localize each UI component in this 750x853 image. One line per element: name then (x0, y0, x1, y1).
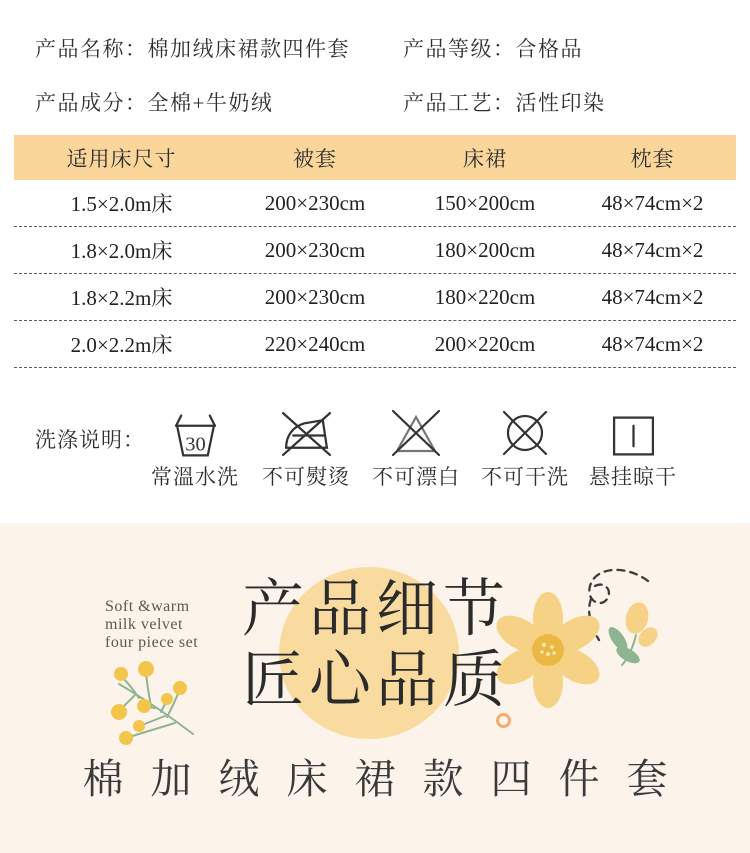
washing-label: 洗涤说明： (35, 428, 145, 452)
table-row (14, 274, 736, 321)
size-table-header (14, 135, 736, 180)
banner-title-line1: 产品细节 (242, 576, 511, 644)
banner-section (0, 523, 750, 853)
wash-item-normal-temp (139, 402, 251, 491)
size-cell: 180×220cm (434, 284, 536, 309)
field-colon: ： (493, 37, 516, 61)
size-cell: 1.8×2.0m床 (70, 239, 173, 263)
size-cell: 200×220cm (434, 331, 536, 356)
banner-footer-title: 棉加绒床裙款四件套 (82, 756, 695, 802)
no-bleach-icon (360, 402, 472, 460)
size-cell: 180×200cm (434, 237, 536, 262)
field-value: 活性印染 (515, 91, 606, 115)
wash-item-no-iron (250, 402, 362, 491)
table-row (14, 227, 736, 274)
product-name-field (35, 33, 350, 63)
table-row (14, 180, 736, 227)
no-iron-icon (250, 402, 362, 460)
hang-dry-icon (577, 402, 689, 460)
wash-30-icon (139, 402, 251, 460)
flower-illustration-icon (495, 555, 705, 755)
field-value: 全棉+牛奶绒 (147, 91, 274, 115)
field-colon: ： (125, 91, 148, 115)
wash-caption: 不可干洗 (481, 465, 569, 489)
wash-item-no-dry-clean (469, 402, 581, 491)
table-row (14, 321, 736, 368)
size-table (14, 135, 736, 368)
product-grade-field (403, 33, 583, 63)
tagline-line: Soft &warm (105, 598, 190, 615)
berry-branch-icon (95, 660, 210, 755)
svg-text:30: 30 (184, 433, 206, 456)
col-header-bed-skirt: 床裙 (463, 146, 507, 171)
field-label: 产品成分 (35, 91, 125, 115)
tagline-line: four piece set (105, 634, 199, 651)
field-value: 棉加绒床裙款四件套 (147, 37, 350, 61)
field-label: 产品工艺 (403, 91, 493, 115)
size-cell: 200×230cm (264, 237, 366, 262)
wash-caption: 常溫水洗 (151, 465, 239, 489)
no-dry-clean-icon (469, 402, 581, 460)
wash-item-hang-dry (577, 402, 689, 491)
size-cell: 1.5×2.0m床 (70, 192, 173, 216)
size-cell: 48×74cm×2 (601, 284, 704, 309)
col-header-duvet-cover: 被套 (293, 146, 337, 171)
size-cell: 1.8×2.2m床 (70, 286, 173, 310)
english-tagline (105, 598, 198, 652)
wash-caption: 不可熨烫 (262, 465, 350, 489)
size-cell: 200×230cm (264, 190, 366, 215)
field-label: 产品名称 (35, 37, 125, 61)
col-header-pillowcase: 枕套 (630, 146, 675, 171)
banner-title-line2: 匠心品质 (242, 647, 511, 715)
field-label: 产品等级 (403, 37, 493, 61)
size-cell: 48×74cm×2 (601, 237, 704, 262)
size-cell: 200×230cm (264, 284, 366, 309)
tagline-line: milk velvet (105, 616, 183, 633)
wash-caption: 不可漂白 (372, 465, 460, 489)
field-colon: ： (125, 37, 148, 61)
col-header-bed-size: 适用床尺寸 (66, 146, 177, 171)
field-value: 合格品 (515, 37, 583, 61)
banner-title (242, 575, 510, 717)
size-cell: 2.0×2.2m床 (70, 333, 173, 357)
size-cell: 48×74cm×2 (601, 331, 704, 356)
size-cell: 220×240cm (264, 331, 366, 356)
product-craft-field (403, 87, 606, 117)
wash-item-no-bleach (360, 402, 472, 491)
size-cell: 48×74cm×2 (601, 190, 704, 215)
field-colon: ： (493, 91, 516, 115)
wash-caption: 悬挂晾干 (589, 465, 677, 489)
product-composition-field (35, 87, 273, 117)
size-cell: 150×200cm (434, 190, 536, 215)
